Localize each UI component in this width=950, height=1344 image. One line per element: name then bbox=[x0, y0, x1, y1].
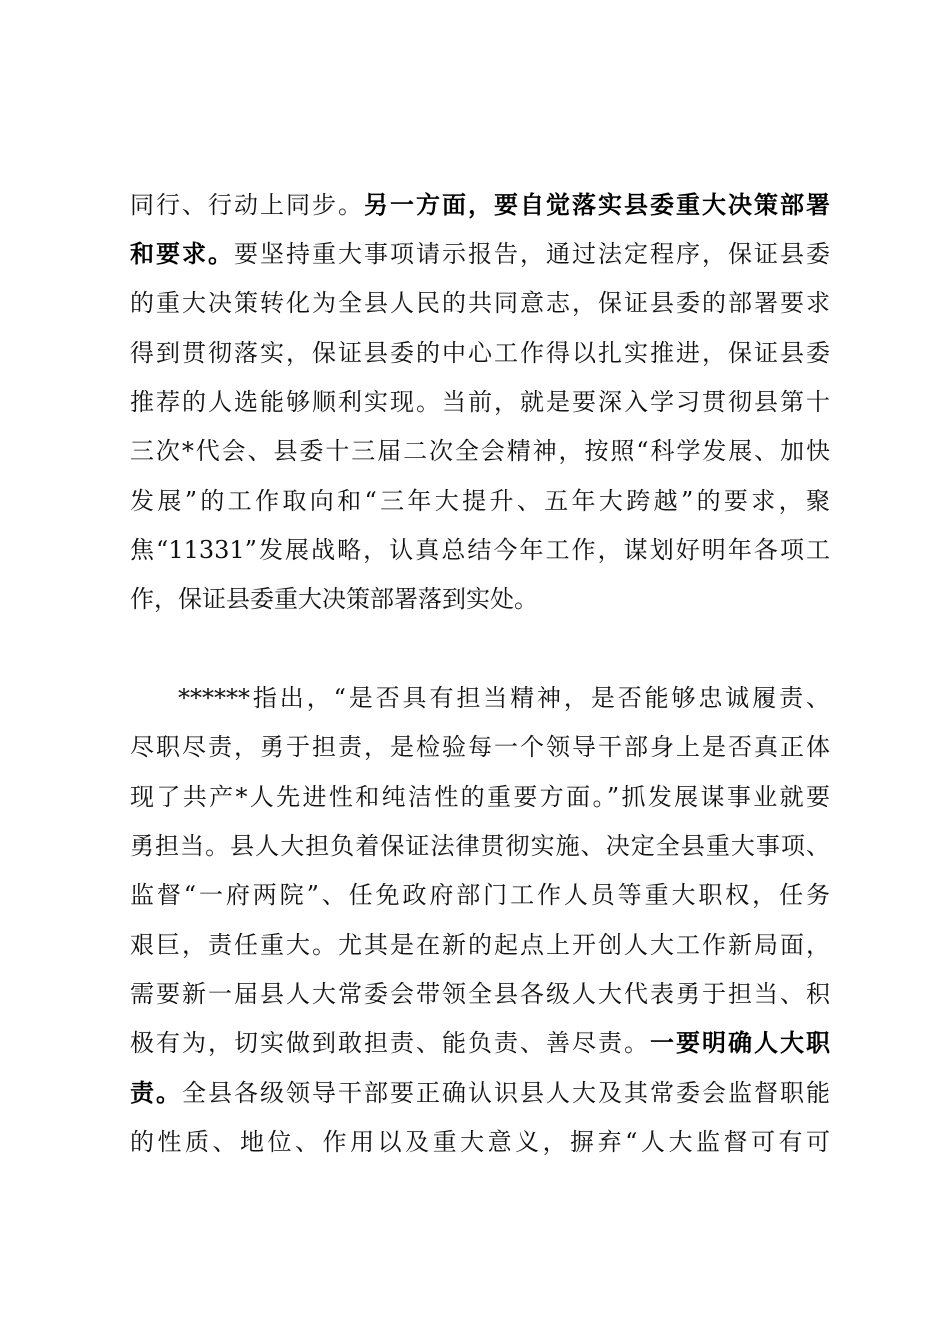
paragraph-line-4: 得到贯彻落实，保证县委的中心工作得以扎实推进，保证县委 bbox=[130, 339, 830, 367]
text-run: 极有为，切实做到敢担责、能负责、善尽责。 bbox=[130, 1029, 650, 1057]
paragraph-line-6: 三次*代会、县委十三届二次全会精神，按照“科学发展、加快 bbox=[130, 437, 830, 465]
paragraph-line-13: 勇担当。县人大担负着保证法律贯彻实施、决定全县重大事项、 bbox=[130, 832, 830, 860]
paragraph-line-17 bbox=[130, 1018, 830, 1068]
paragraph-line-18 bbox=[130, 1068, 830, 1118]
paragraph-line-7: 发展”的工作取向和“三年大提升、五年大跨越”的要求，聚 bbox=[130, 487, 830, 515]
paragraph-line-14: 监督“一府两院”、任免政府部门工作人员等重大职权，任务 bbox=[130, 881, 830, 909]
paragraph-line-10: ******指出，“是否具有担当精神，是否能够忠诚履责、 bbox=[178, 684, 830, 712]
section-heading bbox=[178, 624, 778, 674]
bold-text-run: 和要求。 bbox=[130, 240, 234, 268]
text-run: 同行、行动上同步。 bbox=[130, 191, 364, 219]
paragraph-line-5: 推荐的人选能够顺利实现。当前，就是要深入学习贯彻县第十 bbox=[130, 388, 830, 416]
paragraph-line-3: 的重大决策转化为全县人民的共同意志，保证县委的部署要求 bbox=[130, 289, 830, 317]
paragraph-line-2 bbox=[130, 229, 830, 279]
text-run: 要坚持重大事项请示报告，通过法定程序，保证县委 bbox=[234, 240, 830, 268]
bold-text-run: 责。 bbox=[130, 1079, 182, 1107]
paragraph-line-16: 需要新一届县人大常委会带领全县各级人大代表勇于担当、积 bbox=[130, 980, 830, 1008]
text-run: 全县各级领导干部要正确认识县人大及其常委会监督职能 bbox=[182, 1079, 830, 1107]
bold-text-run: 一要明确人大职 bbox=[650, 1029, 830, 1057]
paragraph-line-15: 艰巨，责任重大。尤其是在新的起点上开创人大工作新局面， bbox=[130, 931, 830, 959]
paragraph-line-19: 的性质、地位、作用以及重大意义，摒弃“人大监督可有可 bbox=[130, 1128, 830, 1156]
paragraph-line-11: 尽职尽责，勇于担责，是检验每一个领导干部身上是否真正体 bbox=[130, 733, 830, 761]
paragraph-line-1 bbox=[130, 180, 830, 230]
paragraph-line-9: 作，保证县委重大决策部署落到实处。 bbox=[130, 585, 538, 613]
paragraph-line-8: 焦“11331”发展战略，认真总结今年工作，谋划好明年各项工 bbox=[130, 536, 830, 564]
bold-text-run: 另一方面，要自觉落实县委重大决策部署 bbox=[364, 191, 830, 219]
paragraph-line-12: 现了共产*人先进性和纯洁性的重要方面。”抓发展谋事业就要 bbox=[130, 783, 830, 811]
